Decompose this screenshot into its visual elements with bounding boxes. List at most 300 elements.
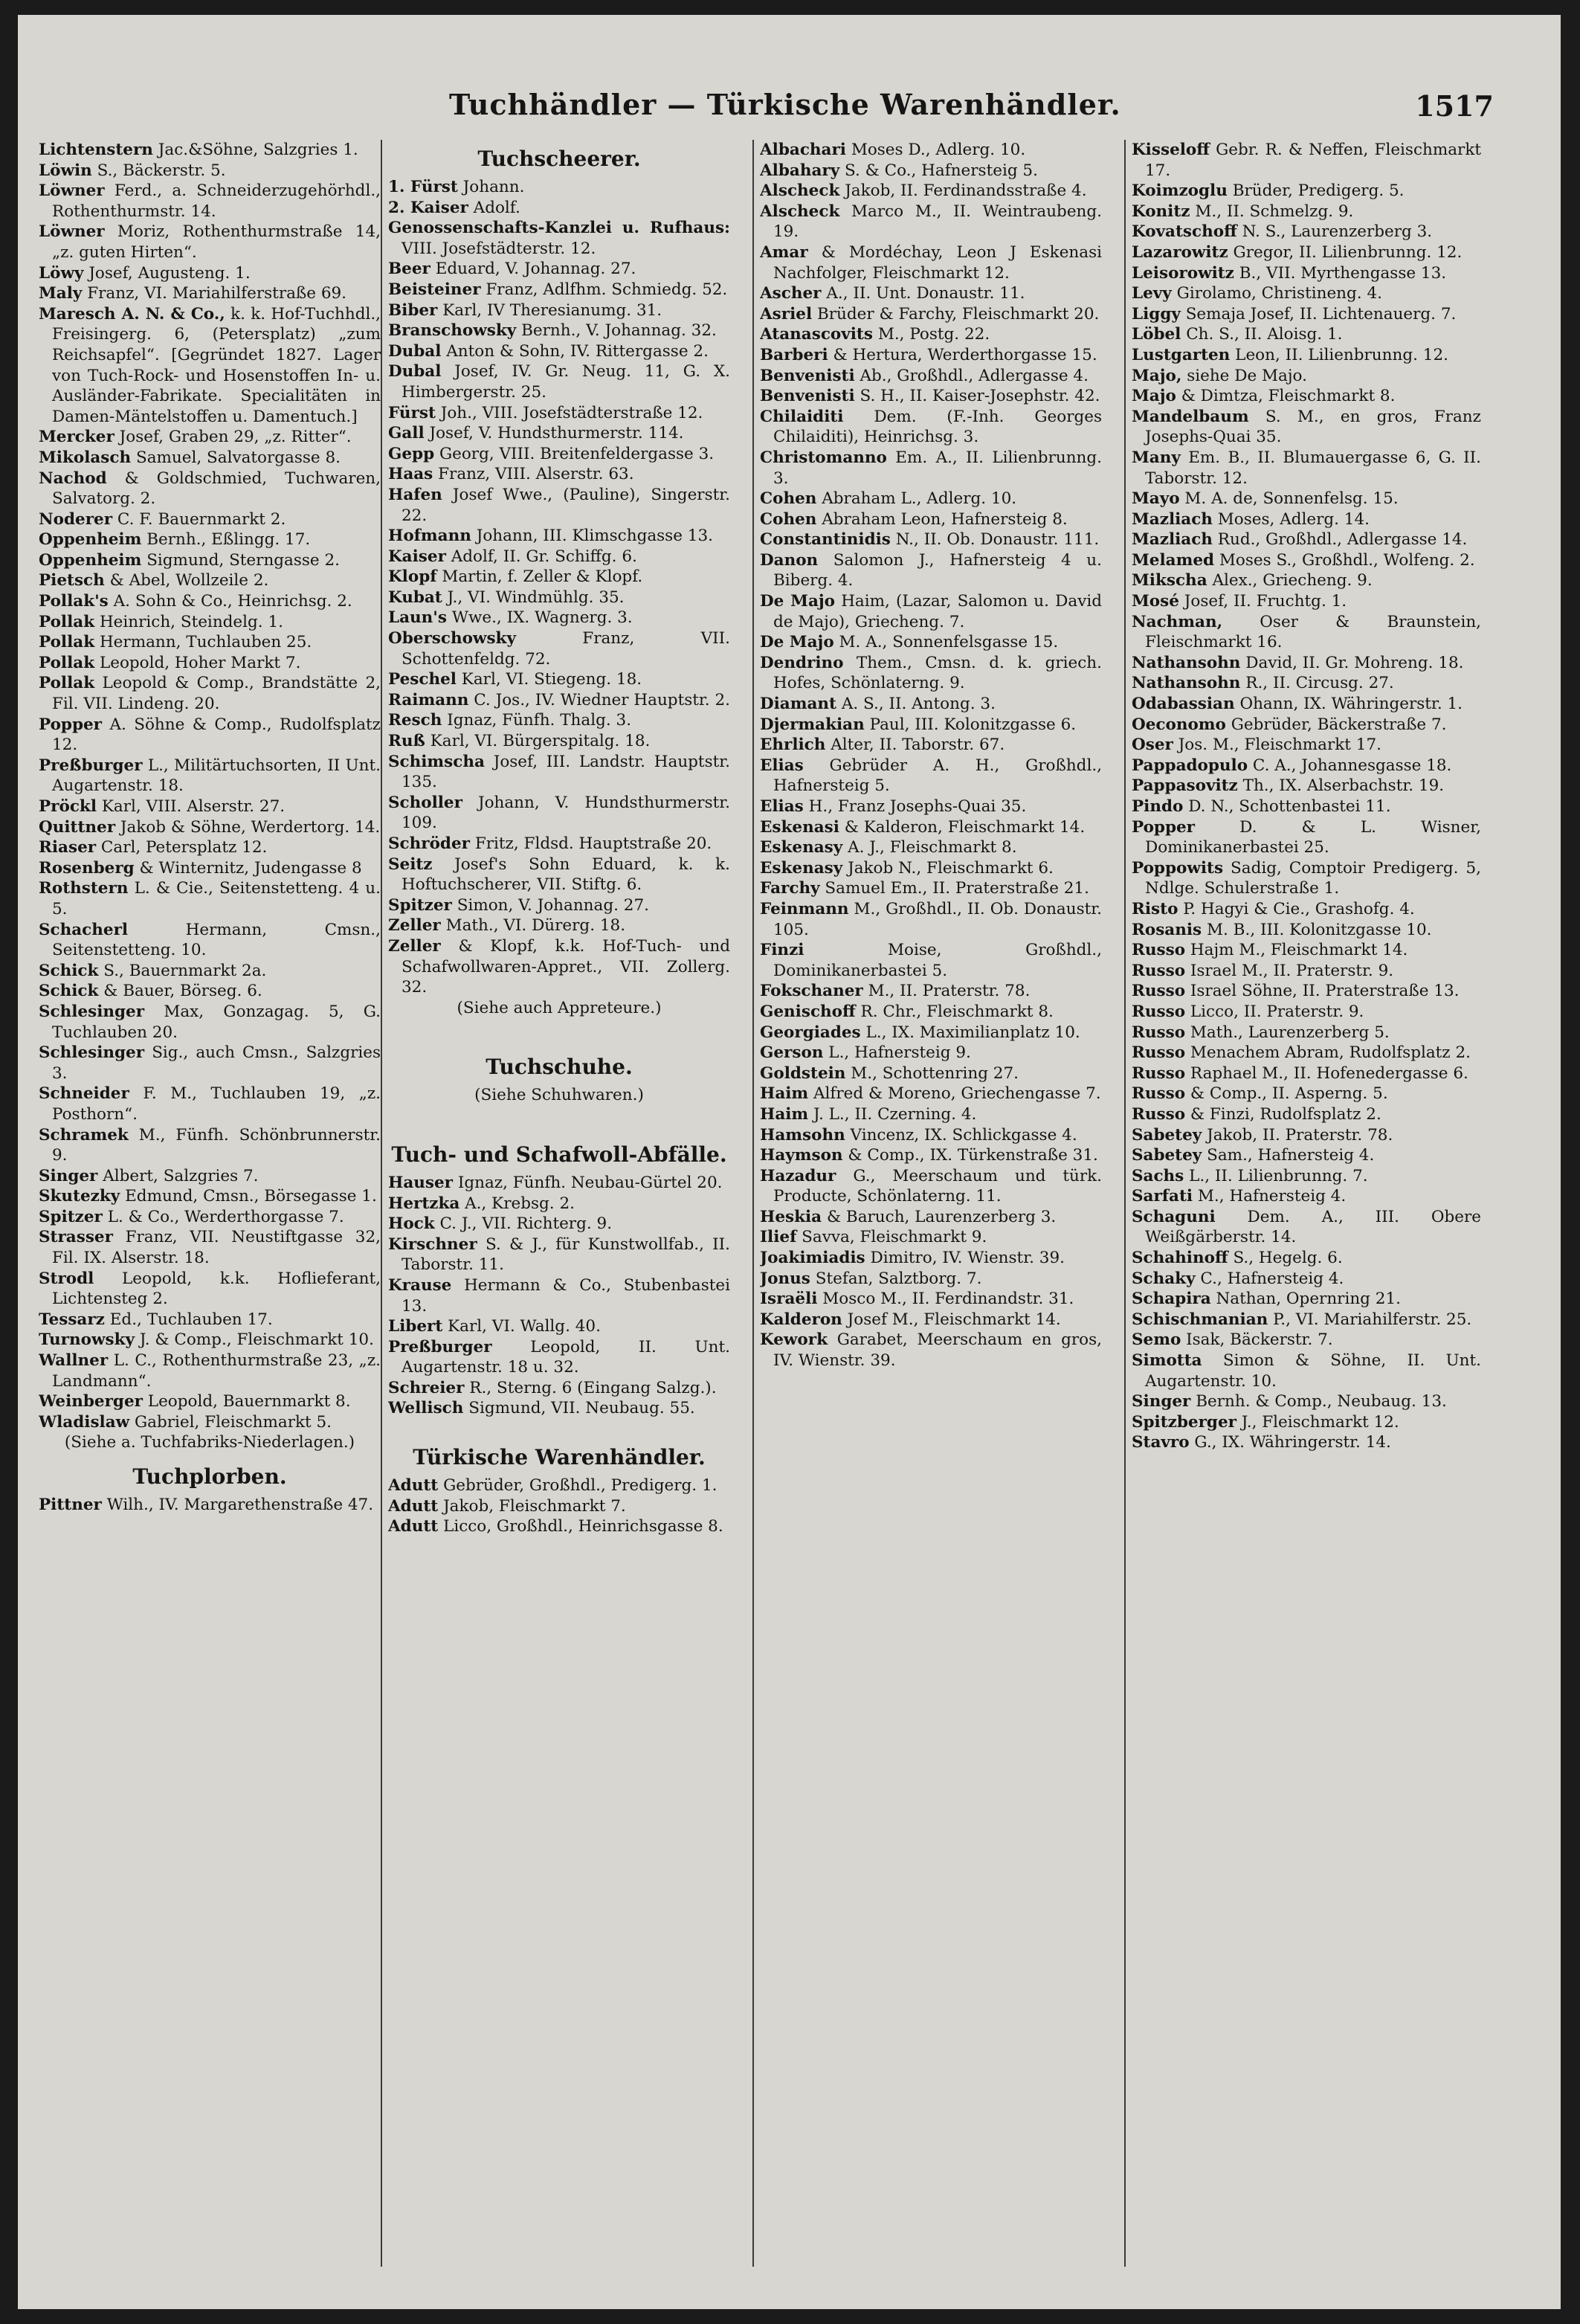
entry-details: S. M., en gros, Franz Josephs-Quai 35. — [1145, 407, 1481, 447]
entry-name: Schlesinger — [39, 1043, 145, 1063]
entry-name: Oser — [1132, 735, 1173, 755]
entry-details: J. L., II. Czerning. 4. — [813, 1104, 977, 1124]
directory-entry — [39, 448, 381, 469]
directory-entry — [760, 899, 1102, 940]
entry-details: Math., VI. Dürerg. 18. — [445, 916, 626, 936]
directory-entry — [1132, 612, 1481, 653]
directory-entry — [39, 858, 381, 879]
directory-entry — [1132, 283, 1481, 304]
entry-name: Mosé — [1132, 592, 1179, 611]
entry-name: Quittner — [39, 817, 116, 837]
entry-name: Schimscha — [388, 752, 485, 771]
directory-entry — [388, 915, 730, 936]
entry-details: Bernh., V. Johannag. 32. — [521, 321, 717, 341]
entry-name: Kaiser — [388, 547, 446, 566]
directory-entry — [760, 407, 1102, 448]
directory-entry — [1132, 509, 1481, 530]
entry-name: Spitzer — [39, 1207, 103, 1226]
entry-details: Ab., Großhdl., Adlergasse 4. — [860, 366, 1089, 385]
directory-entry — [760, 1145, 1102, 1166]
directory-entry — [39, 796, 381, 817]
entry-details: Johann. — [462, 178, 525, 196]
entry-name: Amar — [760, 242, 808, 262]
entry-details: Dem. A., III. Obere Weißgärberstr. 14. — [1145, 1207, 1481, 1247]
directory-entry — [760, 1289, 1102, 1310]
cross-reference-note: (Siehe Schuhwaren.) — [474, 1086, 644, 1105]
entry-details: & Klopf, k.k. Hof-Tuch- und Schafwollwaren-Appret., VII. Zollerg. 32. — [402, 936, 730, 997]
entry-details: Ignaz, Fünfh. Thalg. 3. — [447, 711, 632, 730]
entry-details: Josef, II. Fruchtg. 1. — [1184, 592, 1347, 611]
entry-details: C. Jos., IV. Wiedner Hauptstr. 2. — [474, 690, 730, 709]
entry-name: Pindo — [1132, 797, 1184, 816]
entry-details: & Finzi, Rudolfsplatz 2. — [1190, 1104, 1381, 1124]
entry-name: Spitzer — [388, 895, 452, 915]
entry-details: Karl, VI. Stiegeng. 18. — [461, 670, 642, 689]
directory-entry — [388, 547, 730, 567]
entry-name: Wallner — [39, 1351, 109, 1371]
directory-entry — [39, 653, 381, 674]
entry-name: Feinmann — [760, 899, 849, 918]
entry-name: Hock — [388, 1214, 435, 1234]
entry-name: Diamant — [760, 695, 836, 714]
directory-entry — [39, 1391, 381, 1412]
entry-details: A., Krebsg. 2. — [465, 1194, 575, 1213]
entry-name: Pietsch — [39, 571, 105, 590]
directory-entry — [388, 485, 730, 526]
entry-name: Majo, — [1132, 366, 1182, 385]
entry-details: Semaja Josef, II. Lichtenauerg. 7. — [1185, 304, 1457, 324]
entry-details: Carl, Petersplatz 12. — [100, 838, 268, 857]
directory-entry — [760, 632, 1102, 653]
directory-entry — [388, 608, 730, 628]
directory-entry — [39, 1330, 381, 1351]
entry-name: Georgiades — [760, 1023, 861, 1042]
entry-name: Eskenasy — [760, 858, 843, 878]
entry-details: C. J., VII. Richterg. 9. — [439, 1214, 613, 1234]
directory-entry — [388, 321, 730, 341]
directory-entry — [39, 1269, 381, 1310]
directory-entry — [1132, 981, 1481, 1002]
entry-name: Russo — [1132, 1002, 1186, 1021]
directory-entry — [39, 1043, 381, 1084]
entry-name: Adutt — [388, 1517, 439, 1536]
entry-details: R. Chr., Fleischmarkt 8. — [860, 1002, 1054, 1021]
entry-name: Mayo — [1132, 489, 1180, 509]
entry-details: Licco, Großhdl., Heinrichsgasse 8. — [443, 1517, 723, 1536]
entry-name: Schahinoff — [1132, 1249, 1228, 1268]
entry-details: Rud., Großhdl., Adlergasse 14. — [1217, 530, 1468, 550]
entry-name: Alscheck — [760, 181, 840, 201]
entry-name: Biber — [388, 300, 438, 320]
entry-details: Ch. S., II. Aloisg. 1. — [1186, 325, 1343, 344]
entry-name: Many — [1132, 448, 1181, 467]
entry-name: Dubal — [388, 341, 442, 361]
entry-name: Liggy — [1132, 304, 1181, 324]
entry-details: Ed., Tuchlauben 17. — [109, 1310, 273, 1329]
directory-entry — [760, 591, 1102, 632]
entry-details: Josef, Graben 29, „z. Ritter“. — [119, 428, 352, 447]
column-divider — [752, 140, 754, 2267]
directory-entry — [760, 981, 1102, 1002]
directory-entry — [1132, 1289, 1481, 1310]
directory-entry — [388, 526, 730, 547]
entry-name: Schreier — [388, 1378, 465, 1397]
column-divider — [381, 140, 382, 2267]
directory-entry — [39, 612, 381, 633]
entry-name: Hamsohn — [760, 1125, 845, 1145]
directory-entry — [39, 1207, 381, 1228]
entry-details: S. H., II. Kaiser-Josephstr. 42. — [860, 387, 1100, 406]
entry-name: Russo — [1132, 1104, 1186, 1124]
entry-name: Danon — [760, 550, 819, 570]
directory-entry — [760, 1023, 1102, 1043]
entry-details: Leopold, II. Unt. Augartenstr. 18 u. 32. — [402, 1337, 730, 1377]
entry-name: Goldstein — [760, 1063, 846, 1083]
entry-name: Lichtenstern — [39, 141, 153, 159]
directory-entry — [760, 1002, 1102, 1023]
entry-details: Mosco M., II. Ferdinandstr. 31. — [822, 1290, 1074, 1309]
directory-entry — [760, 1269, 1102, 1290]
entry-name: Fokschaner — [760, 982, 863, 1001]
directory-entry — [760, 1166, 1102, 1207]
entry-details: Gebrüder, Bäckerstraße 7. — [1231, 715, 1447, 734]
directory-entry — [1132, 1351, 1481, 1391]
entry-details: M. B., III. Kolonitzgasse 10. — [1207, 920, 1432, 939]
entry-details: Leopold, Bauernmarkt 8. — [147, 1392, 351, 1412]
entry-name: Benvenisti — [760, 366, 855, 385]
entry-details: J. & Comp., Fleischmarkt 10. — [139, 1330, 374, 1350]
entry-name: Benvenisti — [760, 387, 855, 406]
entry-name: Seitz — [388, 854, 433, 874]
entry-details: David, II. Gr. Mohreng. 18. — [1245, 653, 1464, 672]
entry-details: Sigmund, Sterngasse 2. — [146, 550, 341, 570]
entry-name: Pollak — [39, 633, 95, 652]
entry-name: Haim — [760, 1104, 809, 1124]
entry-name: Alscheck — [760, 202, 840, 221]
entry-name: Schröder — [388, 834, 470, 853]
entry-name: De Majo — [760, 633, 834, 652]
entry-name: Kalderon — [760, 1310, 842, 1329]
entry-name: Löwy — [39, 263, 84, 283]
entry-details: Karl, VI. Bürgerspitalg. 18. — [430, 732, 651, 751]
entry-details: & Mordéchay, Leon J Eskenasi Nachfolger, Fleischmarkt 12. — [773, 242, 1102, 283]
entry-name: Schneider — [39, 1084, 129, 1104]
entry-details: Martin, f. Zeller & Klopf. — [442, 567, 643, 587]
entry-details: F. M., Tuchlauben 19, „z. Posthorn“. — [52, 1084, 381, 1124]
directory-entry — [1132, 1248, 1481, 1269]
directory-entry — [760, 509, 1102, 530]
directory-entry — [39, 1351, 381, 1391]
directory-entry — [388, 1235, 730, 1275]
entry-details: M. A. de, Sonnenfelsg. 15. — [1184, 489, 1399, 509]
entry-name: Schick — [39, 982, 99, 1001]
entry-details: Josef, V. Hundsthurmerstr. 114. — [429, 424, 684, 443]
entry-name: Albachari — [760, 141, 846, 159]
entry-details: Hermann, Tuchlauben 25. — [99, 633, 312, 652]
directory-entry — [760, 1084, 1102, 1104]
entry-details: Sadig, Comptoir Predigerg. 5, Ndlge. Schulerstraße 1. — [1145, 858, 1481, 898]
entry-name: Kirschner — [388, 1235, 477, 1254]
entry-name: Schick — [39, 961, 99, 980]
directory-entry — [760, 1125, 1102, 1146]
directory-entry — [1132, 1125, 1481, 1146]
entry-name: Oppenheim — [39, 550, 142, 570]
entry-details: Johann, III. Klimschgasse 13. — [476, 527, 713, 546]
directory-entry — [388, 834, 730, 854]
directory-entry — [760, 837, 1102, 858]
directory-entry — [388, 1516, 730, 1537]
column-3 — [760, 140, 1102, 2296]
entry-name: Sarfati — [1132, 1187, 1193, 1206]
running-title: Tuchhändler — Türkische Warenhändler. — [449, 88, 1121, 121]
directory-entry — [1132, 345, 1481, 366]
section-spacer — [388, 1116, 730, 1136]
entry-details: A., II. Unt. Donaustr. 11. — [826, 284, 1025, 303]
entry-details: Menachem Abram, Rudolfsplatz 2. — [1190, 1043, 1471, 1063]
entry-name: Christomanno — [760, 448, 887, 467]
entry-details: Vincenz, IX. Schlickgasse 4. — [850, 1125, 1077, 1145]
entry-details: Eduard, V. Johannag. 27. — [435, 260, 636, 279]
directory-entry — [1132, 222, 1481, 242]
entry-details: Savva, Fleischmarkt 9. — [802, 1228, 987, 1247]
entry-details: M., II. Praterstr. 78. — [868, 982, 1031, 1001]
entry-name: Chilaiditi — [760, 407, 844, 426]
entry-details: A. S., II. Antong. 3. — [841, 695, 996, 714]
section-heading: Tuchscheerer. — [477, 147, 641, 171]
directory-entry — [388, 669, 730, 690]
column-divider — [1124, 140, 1126, 2267]
entry-details: Gregor, II. Lilienbrunng. 12. — [1233, 242, 1463, 262]
directory-entry — [39, 222, 381, 263]
entry-details: Franz, VIII. Alserstr. 63. — [438, 465, 634, 484]
entry-details: Em. A., II. Lilienbrunng. 3. — [773, 448, 1102, 488]
directory-entry — [39, 756, 381, 796]
directory-entry — [388, 936, 730, 998]
entry-details: Abraham L., Adlerg. 10. — [822, 489, 1017, 509]
directory-entry — [39, 509, 381, 530]
directory-entry — [39, 817, 381, 838]
entry-details: Franz, Adlfhm. Schmiedg. 52. — [486, 280, 728, 299]
entry-name: Pollak — [39, 612, 95, 631]
entry-details: G., Meerschaum und türk. Producte, Schönlaterng. 11. — [773, 1166, 1102, 1206]
directory-entry — [388, 895, 730, 916]
entry-details: Karl, VIII. Alserstr. 27. — [101, 797, 286, 816]
entry-details: L. C., Rothenthurmstraße 23, „z. Landmann“. — [52, 1351, 381, 1391]
directory-entry — [39, 161, 381, 181]
entry-name: De Majo — [760, 592, 835, 611]
directory-entry — [760, 366, 1102, 387]
entry-name: Stavro — [1132, 1433, 1190, 1452]
entry-name: Leisorowitz — [1132, 263, 1234, 283]
entry-details: L., Militärtuchsorten, II Unt. Augartenstr. 18. — [52, 756, 381, 796]
entry-details: S., Bauernmarkt 2a. — [103, 961, 267, 980]
entry-name: Skutezky — [39, 1187, 120, 1206]
directory-entry — [1132, 796, 1481, 817]
entry-details: S., Hegelg. 6. — [1233, 1249, 1343, 1268]
entry-name: Spitzberger — [1132, 1412, 1236, 1432]
entry-details: Jac.&Söhne, Salzgries 1. — [158, 141, 358, 159]
entry-name: Ehrlich — [760, 735, 826, 755]
directory-entry — [388, 1194, 730, 1214]
entry-details: Em. B., II. Blumauergasse 6, G. II. Taborstr. 12. — [1145, 448, 1481, 488]
entry-name: Simotta — [1132, 1351, 1202, 1371]
entry-details: N., II. Ob. Donaustr. 111. — [895, 530, 1100, 550]
entry-details: & Comp., IX. Türkenstraße 31. — [848, 1146, 1098, 1165]
entry-details: Wwe., IX. Wagnerg. 3. — [451, 608, 633, 628]
entry-name: Noderer — [39, 509, 113, 529]
entry-details: M., Fünfh. Schönbrunnerstr. 9. — [52, 1125, 381, 1165]
directory-entry — [388, 1316, 730, 1337]
entry-name: Nathansohn — [1132, 653, 1241, 672]
entry-details: Dimitro, IV. Wienstr. 39. — [870, 1249, 1065, 1268]
directory-entry — [388, 259, 730, 280]
entry-name: Schacherl — [39, 920, 129, 939]
entry-details: Gebrüder A. H., Großhdl., Hafnersteig 5. — [773, 756, 1102, 796]
directory-entry — [1132, 735, 1481, 756]
directory-entry — [760, 324, 1102, 345]
entry-details: M., Postg. 22. — [877, 325, 990, 344]
directory-entry — [388, 280, 730, 300]
directory-entry — [388, 710, 730, 731]
entry-details: Josef, Augusteng. 1. — [88, 263, 251, 283]
entry-details: Raphael M., II. Hofenedergasse 6. — [1190, 1063, 1468, 1083]
directory-entry — [388, 1398, 730, 1419]
entry-details: M., Schottenring 27. — [851, 1063, 1019, 1083]
entry-name: Risto — [1132, 899, 1178, 918]
entry-details: Gebr. R. & Neffen, Fleischmarkt 17. — [1145, 141, 1481, 180]
entry-name: Pappadopulo — [1132, 756, 1248, 775]
entry-details: Gebrüder, Großhdl., Predigerg. 1. — [443, 1476, 718, 1496]
directory-entry — [388, 1337, 730, 1378]
directory-entry — [388, 752, 730, 793]
directory-entry — [388, 628, 730, 669]
entry-name: Schapira — [1132, 1290, 1211, 1309]
entry-details: Josef Wwe., (Pauline), Singerstr. 22. — [402, 485, 730, 525]
entry-name: Raimann — [388, 690, 469, 709]
entry-details: C. A., Johannesgasse 18. — [1252, 756, 1452, 775]
directory-entry — [388, 444, 730, 465]
directory-entry — [1132, 694, 1481, 715]
entry-name: Adutt — [388, 1476, 439, 1496]
directory-entry — [39, 550, 381, 571]
entry-name: Dendrino — [760, 653, 844, 672]
entry-name: Israëli — [760, 1290, 818, 1309]
entry-name: 2. Kaiser — [388, 198, 468, 217]
entry-details: A. J., Fleischmarkt 8. — [848, 838, 1017, 857]
section-spacer — [388, 1029, 730, 1048]
directory-entry — [760, 386, 1102, 407]
entry-name: Odabassian — [1132, 695, 1235, 714]
directory-entry — [1132, 591, 1481, 612]
entry-name: Cohen — [760, 489, 817, 509]
entry-name: Farchy — [760, 879, 820, 898]
entry-name: Popper — [1132, 817, 1196, 837]
entry-details: Josef, III. Landstr. Hauptstr. 135. — [402, 752, 730, 792]
entry-name: Haymson — [760, 1146, 843, 1165]
entry-details: Heinrich, Steindelg. 1. — [99, 612, 283, 631]
directory-entry — [1132, 961, 1481, 982]
entry-details: M., Großhdl., II. Ob. Donaustr. 105. — [773, 899, 1102, 939]
entry-details: & Dimtza, Fleischmarkt 8. — [1181, 387, 1396, 406]
entry-name: Tessarz — [39, 1310, 105, 1329]
directory-entry — [1132, 1104, 1481, 1125]
directory-entry — [388, 1496, 730, 1517]
entry-details: Bernh. & Comp., Neubaug. 13. — [1196, 1392, 1447, 1412]
cross-reference-note: (Siehe auch Appreteure.) — [457, 998, 662, 1017]
directory-entry — [388, 690, 730, 711]
entry-name: Ruß — [388, 732, 425, 751]
entry-details: Sigmund, VII. Neubaug. 55. — [468, 1399, 695, 1418]
directory-entry — [1132, 1432, 1481, 1453]
directory-entry — [1132, 1186, 1481, 1207]
directory-entry — [1132, 1412, 1481, 1433]
entry-details: & Baruch, Laurenzerberg 3. — [826, 1207, 1057, 1226]
entry-name: Lazarowitz — [1132, 242, 1228, 262]
entry-name: Cohen — [760, 509, 817, 529]
entry-details: Nathan, Opernring 21. — [1216, 1290, 1401, 1309]
entry-name: Levy — [1132, 284, 1172, 303]
entry-details: Them., Cmsn. d. k. griech. Hofes, Schönlaterng. 9. — [773, 653, 1102, 693]
entry-details: Jakob, II. Praterstr. 78. — [1207, 1125, 1393, 1145]
entry-details: Wilh., IV. Margarethenstraße 47. — [106, 1496, 374, 1514]
entry-details: C., Hafnersteig 4. — [1200, 1269, 1344, 1288]
entry-name: Koimzoglu — [1132, 181, 1228, 201]
directory-entry — [760, 448, 1102, 489]
directory-entry — [388, 854, 730, 895]
entry-details: Simon, V. Johannag. 27. — [457, 895, 649, 915]
directory-entry — [760, 550, 1102, 591]
entry-name: Hafen — [388, 485, 442, 504]
entry-name: Mazliach — [1132, 509, 1213, 529]
directory-entry — [1132, 858, 1481, 899]
entry-details: S. & J., für Kunstwollfab., II. Taborstr. 11. — [402, 1235, 730, 1275]
directory-entry — [760, 735, 1102, 756]
entry-details: Adolf. — [473, 198, 520, 217]
directory-entry — [39, 469, 381, 509]
entry-details: Brüder, Predigerg. 5. — [1232, 181, 1405, 201]
entry-details: Samuel Em., II. Praterstraße 21. — [825, 879, 1089, 898]
entry-name: Rosenberg — [39, 858, 135, 878]
directory-entry — [39, 283, 381, 304]
entry-name: Russo — [1132, 1063, 1186, 1083]
directory-entry — [388, 1214, 730, 1235]
entry-details: N. S., Laurenzerberg 3. — [1242, 222, 1433, 242]
directory-entry — [760, 283, 1102, 304]
entry-name: 1. Fürst — [388, 178, 458, 196]
entry-details: Bernh., Eßlingg. 17. — [146, 530, 311, 550]
entry-details: B., VII. Myrthengasse 13. — [1239, 263, 1447, 283]
entry-name: Löwner — [39, 222, 105, 242]
entry-name: Mikolasch — [39, 448, 132, 467]
directory-entry — [39, 673, 381, 714]
directory-entry — [760, 1104, 1102, 1125]
entry-details: R., Sterng. 6 (Eingang Salzg.). — [469, 1378, 717, 1397]
entry-details: Ferd., a. Schneiderzugehörhdl., Rothenthurmstr. 14. — [52, 181, 381, 221]
entry-details: Marco M., II. Weintraubeng. 19. — [773, 202, 1102, 242]
directory-entry — [1132, 550, 1481, 571]
entry-details: Joh., VIII. Josefstädterstraße 12. — [440, 403, 703, 422]
directory-entry — [1132, 181, 1481, 202]
entry-name: Oeconomo — [1132, 715, 1226, 734]
directory-entry — [1132, 530, 1481, 550]
directory-entry — [760, 715, 1102, 735]
entry-name: Schaky — [1132, 1269, 1196, 1288]
entry-details: Alex., Griecheng. 9. — [1212, 571, 1373, 590]
directory-entry — [388, 588, 730, 608]
directory-entry — [1132, 1145, 1481, 1166]
directory-entry — [39, 1002, 381, 1043]
entry-details: Dem. (F.-Inh. Georges Chilaiditi), Heinrichsg. 3. — [773, 407, 1102, 447]
